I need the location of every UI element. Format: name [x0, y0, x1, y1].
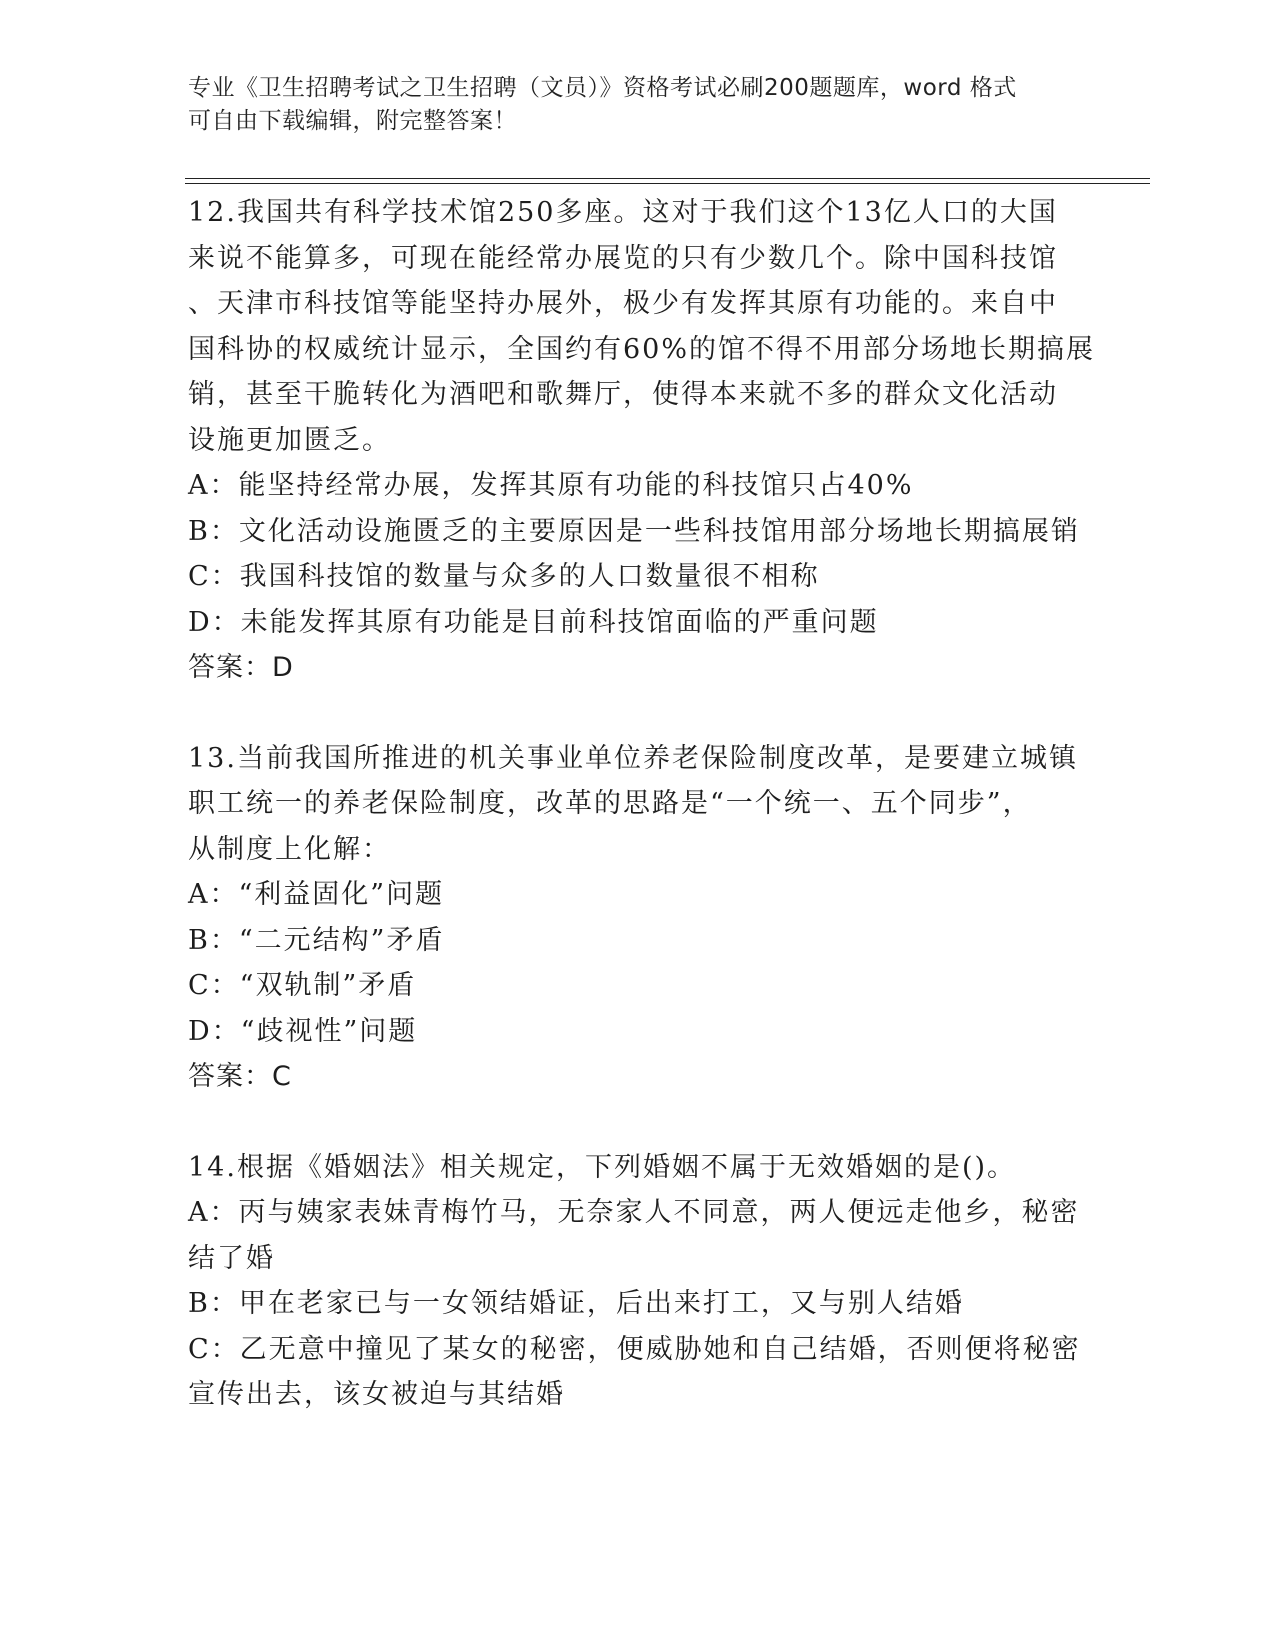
question-13 [188, 736, 1088, 1100]
question-13-line-2: 职工统一的养老保险制度，改革的思路是“一个统一、五个同步”， [188, 788, 1032, 819]
header-divider-top [185, 178, 1150, 179]
spacer [188, 1100, 1088, 1145]
question-12-line-5: 销，甚至干脆转化为酒吧和歌舞厅，使得本来就不多的群众文化活动 [188, 379, 1058, 410]
question-13-option-a: A：“利益固化”问题 [188, 879, 445, 910]
document-header [188, 72, 1088, 138]
question-14-option-a-cont: 结了婚 [188, 1242, 275, 1274]
question-12-option-a: A：能坚持经常办展，发挥其原有功能的科技馆只占40% [188, 470, 914, 501]
question-14-option-a: A：丙与姨家表妹青梅竹马，无奈家人不同意，两人便远走他乡，秘密 [188, 1197, 1080, 1228]
spacer [188, 691, 1088, 736]
question-12-line-2: 来说不能算多，可现在能经常办展览的只有少数几个。除中国科技馆 [188, 242, 1058, 274]
question-14-option-c-cont: 宣传出去，该女被迫与其结婚 [188, 1379, 565, 1410]
question-12-answer: 答案：D [188, 652, 294, 683]
question-12-option-c: C：我国科技馆的数量与众多的人口数量很不相称 [188, 561, 820, 592]
question-12-line-6: 设施更加匮乏。 [188, 424, 391, 456]
header-line-1: 专业《卫生招聘考试之卫生招聘（文员）》资格考试必刷200题题库，word 格式 [188, 75, 1017, 101]
question-14 [188, 1145, 1088, 1418]
header-line-2: 可自由下载编辑，附完整答案！ [188, 108, 517, 134]
question-12-option-d: D：未能发挥其原有功能是目前科技馆面临的严重问题 [188, 606, 879, 638]
question-14-option-b: B：甲在老家已与一女领结婚证，后出来打工，又与别人结婚 [188, 1288, 964, 1319]
question-13-option-d: D：“歧视性”问题 [188, 1015, 418, 1047]
question-12-line-3: 、天津市科技馆等能坚持办展外，极少有发挥其原有功能的。来自中 [188, 288, 1058, 319]
question-13-option-c: C：“双轨制”矛盾 [188, 970, 417, 1001]
question-13-answer: 答案：C [188, 1061, 292, 1092]
question-13-option-b: B：“二元结构”矛盾 [188, 924, 445, 956]
question-12 [188, 190, 1096, 691]
question-list [188, 190, 1096, 1418]
question-14-line-1: 14.根据《婚姻法》相关规定，下列婚姻不属于无效婚姻的是()。 [188, 1151, 1017, 1183]
header-divider-bottom [185, 183, 1150, 184]
question-12-line-4: 国科协的权威统计显示，全国约有60%的馆不得不用部分场地长期搞展 [188, 333, 1096, 365]
question-13-line-1: 13.当前我国所推进的机关事业单位养老保险制度改革，是要建立城镇 [188, 742, 1078, 774]
question-13-line-3: 从制度上化解： [188, 833, 391, 865]
question-12-option-b: B：文化活动设施匮乏的主要原因是一些科技馆用部分场地长期搞展销 [188, 515, 1080, 547]
question-12-line-1: 12.我国共有科学技术馆250多座。这对于我们这个13亿人口的大国 [188, 197, 1058, 228]
question-14-option-c: C：乙无意中撞见了某女的秘密，便威胁她和自己结婚，否则便将秘密 [188, 1333, 1081, 1365]
